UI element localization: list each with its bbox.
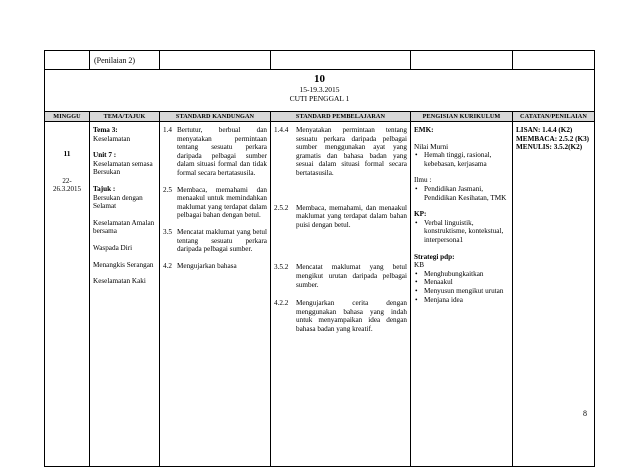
page-number: 8 xyxy=(583,409,587,418)
week-number: 10 xyxy=(314,73,325,85)
week-row xyxy=(45,70,595,112)
header-standard-pembelajaran: STANDARD PEMBELAJARAN xyxy=(271,112,411,122)
unit-label: Unit 7 : xyxy=(93,151,117,160)
tajuk-item: Keselamatan Kaki xyxy=(93,277,146,286)
tajuk-item: Menangkis Serangan xyxy=(93,260,154,269)
nilai-label: Nilai Murni xyxy=(414,142,449,151)
header-pengisian: PENGISIAN KURIKULUM xyxy=(411,112,513,122)
tajuk-item: Bersukan dengan Selamat xyxy=(93,193,143,211)
week-note: CUTI PENGGAL 1 xyxy=(289,94,350,103)
sp-item: 3.5.2 Mencatat maklumat yang betul mengikut urutan daripada pelbagai sumber. xyxy=(274,263,407,289)
header-minggu: MINGGU xyxy=(45,112,90,122)
sk-item: 2.5 Membaca, memahami dan menaakul untuk memindahkan maklumat yang terdapat dalam pelbagai bahan dengan betul. xyxy=(163,185,267,220)
sk-item: 3.5 Mencatat maklumat yang betul tentang sesuatu perkara daripada pelbagai sumber. xyxy=(163,227,267,254)
minggu-number: 11 xyxy=(63,149,71,158)
kp-item: • Verbal linguistik, konstruktisme, kontekstual, interpersona1 xyxy=(414,219,509,245)
tajuk-item: Waspada Diri xyxy=(93,243,133,252)
standard-kandungan-cell xyxy=(160,122,271,467)
lesson-plan-table xyxy=(44,50,595,467)
week-date: 15-19.3.2015 xyxy=(299,85,340,94)
sp-item: 4.2.2 Mengujarkan cerita dengan menggunakan bahasa yang indah untuk menyampaikan idea dengan bahasa badan yang kreatif. xyxy=(274,299,407,333)
catatan-item: MENULIS: 3.5.2(K2) xyxy=(516,143,583,152)
minggu-date: 22- 26.3.2015 xyxy=(53,176,81,194)
sp-item: 2.5.2 Membaca, memahami, dan menaakul maklumat yang terdapat dalam bahan puisi dengan betul. xyxy=(274,203,407,229)
kb-item: • Menjana idea xyxy=(414,296,509,305)
kb-label: KB xyxy=(414,261,424,270)
emk-label: EMK: xyxy=(414,126,434,134)
tajuk-item: Keselamatan Amalan bersama xyxy=(93,218,155,236)
tema-cell xyxy=(90,122,160,467)
standard-pembelajaran-cell xyxy=(271,122,411,467)
header-standard-kandungan: STANDARD KANDUNGAN xyxy=(160,112,271,122)
tema-label: Tema 3: xyxy=(93,126,118,134)
kb-item: • Menaakul xyxy=(414,278,509,287)
pengisian-cell xyxy=(411,122,513,467)
content-row xyxy=(45,122,595,467)
tema-value: Keselamatan xyxy=(93,134,131,143)
ilmu-label: Ilmu : xyxy=(414,176,432,185)
minggu-cell xyxy=(45,122,90,467)
sk-item: 4.2 Mengujarkan bahasa xyxy=(163,261,237,270)
header-row xyxy=(45,112,595,122)
tajuk-label: Tajuk : xyxy=(93,184,116,193)
catatan-item: LISAN: 1.4.4 (K2) xyxy=(516,126,573,134)
sp-item: 1.4.4 Menyatakan permintaan tentang sesuatu perkara daripada pelbagai sumber menggunakan ayat yang gramatis dan bahasa badan yang sesuai dalam situasi formal secara bertatasusila. xyxy=(274,126,407,177)
kb-item: • Menghubungkaitkan xyxy=(414,270,509,279)
unit-value: Keselamatan semasa Bersukan xyxy=(93,159,153,177)
ilmu-item: • Pendidikan Jasmani, Pendidikan Kesihatan, TMK xyxy=(414,185,509,202)
header-catatan: CATATAN/PENILAIAN xyxy=(513,112,595,122)
sk-item: 1.4 Bertutur, berbual dan menyatakan permintaan tentang sesuatu perkara daripada pelbagai sumber dalam situasi formal dan tidak formal secara bertatasusila. xyxy=(163,126,267,177)
kb-item: • Menyusun mengikut urutan xyxy=(414,287,509,296)
nilai-item: • Hemah tinggi, rasional, kebebasan, kerjasama xyxy=(414,151,509,168)
header-tema: TEMA/TAJUK xyxy=(90,112,160,122)
strategi-label: Strategi pdp: xyxy=(414,252,455,261)
prev-row-text: (Penilaian 2) xyxy=(94,56,136,65)
catatan-item: MEMBACA: 2.5.2 (K3) xyxy=(516,134,590,143)
previous-row xyxy=(45,51,595,70)
kp-label: KP: xyxy=(414,210,427,219)
